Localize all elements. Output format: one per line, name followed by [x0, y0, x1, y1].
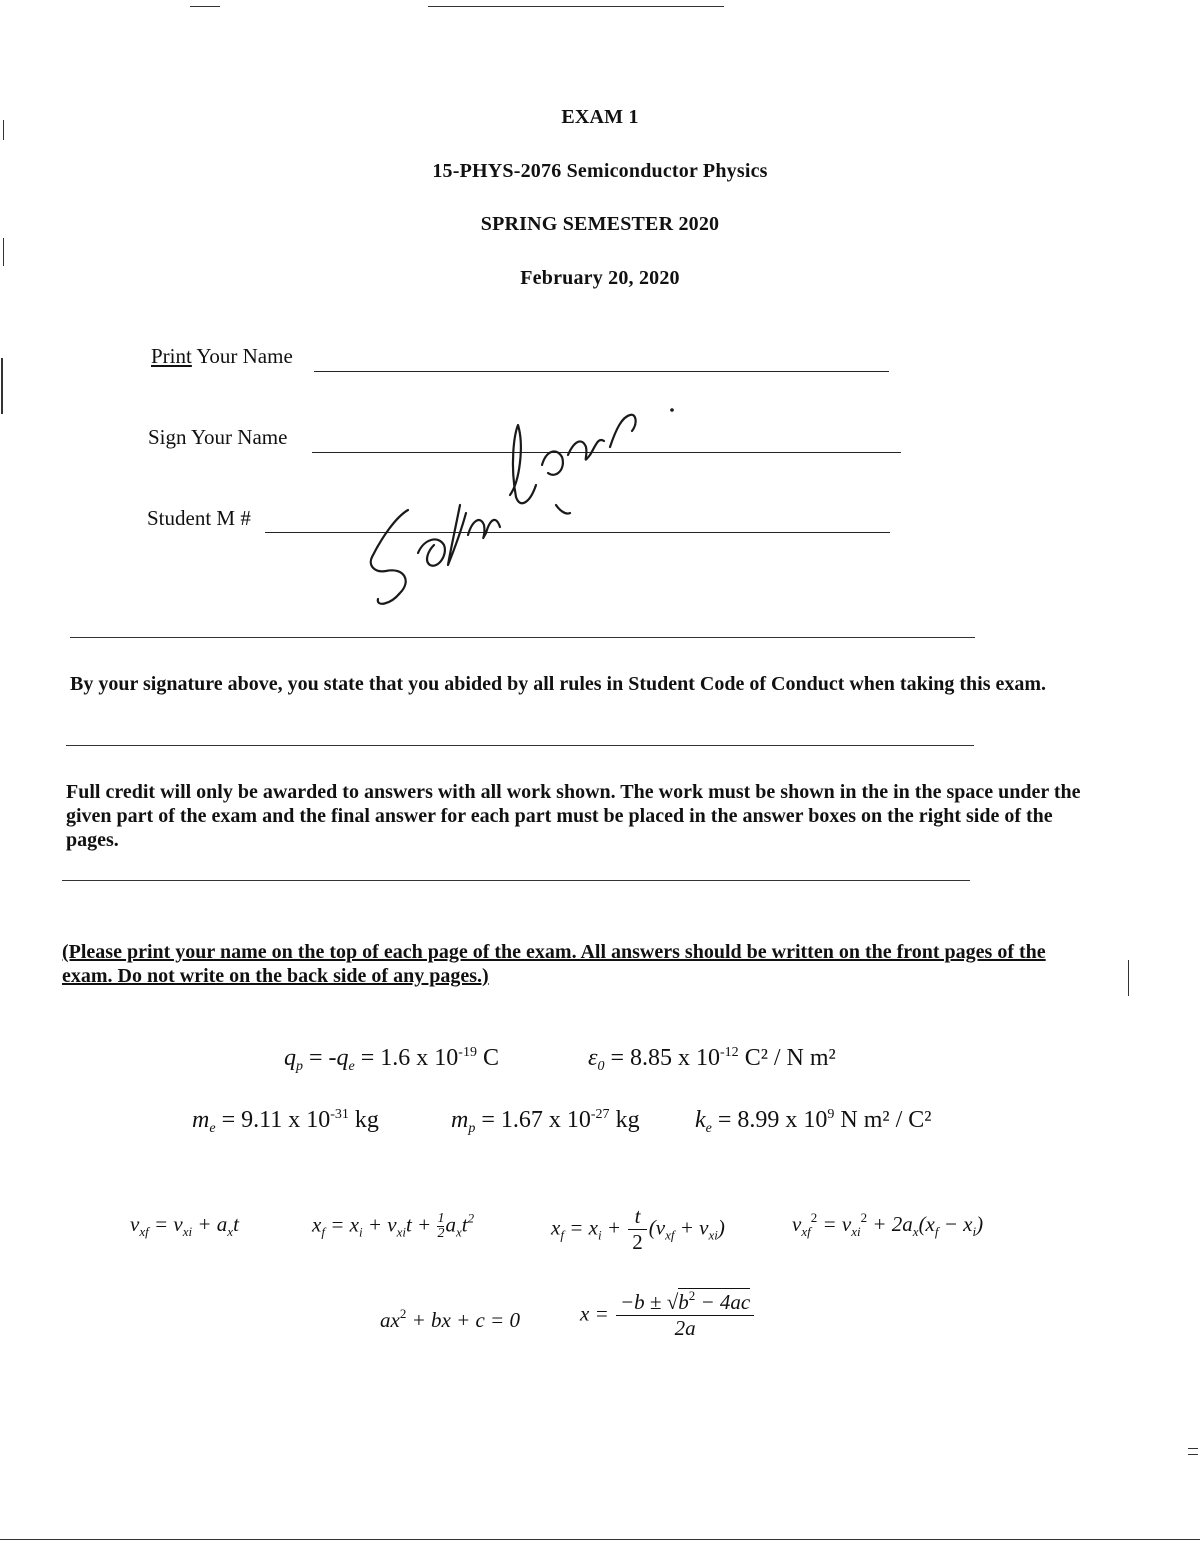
scan-artifact — [1, 358, 3, 414]
velocity-squared-equation: $v_{xf}^2 = v_{xi}^2 + 2a_x(x_f - x_i)$ — [792, 1210, 984, 1239]
semester: SPRING SEMESTER 2020 — [480, 213, 720, 235]
eps-value: = 8.85 x 10 — [604, 1045, 721, 1071]
sign-name-label: Sign Your Name — [148, 425, 288, 449]
scan-artifact — [428, 6, 724, 7]
coulomb-constant: $k_e = 8.99$ x $10^9$ N m² / C² — [695, 1107, 932, 1136]
eps-exp: -12 — [720, 1045, 739, 1060]
print-label-underlined: Print — [151, 344, 192, 368]
permittivity-constant: $\varepsilon_0 = 8.85$ x $10^{-12}$ C² / N m² — [588, 1045, 836, 1074]
average-velocity-equation: $x_f = x_i$ + $\frac{t}{2}$ $(v_{xf} + v_{xi})$ — [551, 1204, 725, 1254]
scan-artifact — [3, 120, 4, 140]
print-name-line[interactable] — [314, 371, 889, 372]
exam-date: February 20, 2020 — [520, 267, 680, 289]
handwritten-signature — [360, 385, 690, 615]
me-unit: kg — [348, 1107, 379, 1133]
credit-statement: Full credit will only be awarded to answers with all work shown. The work must be shown in the in the space under the given part of the exam and the final answer for each part must be placed in the answer boxes on the right side of the pages. — [66, 781, 1081, 851]
instructions: (Please print your name on the top of each page of the exam. All answers should be written on the front pages of the exam. Do not write on the back side of any pages.) — [62, 941, 1046, 987]
charge-eq: = - — [309, 1045, 337, 1071]
mp-exp: -27 — [590, 1107, 610, 1122]
electron-mass: $m_e = 9.11$ x $10^{-31}$ kg — [192, 1107, 379, 1136]
scan-bottom-edge — [0, 1539, 1200, 1540]
scan-artifact — [1188, 1448, 1198, 1449]
divider-1 — [70, 637, 975, 638]
print-label-rest: Your Name — [191, 344, 293, 368]
charge-exp: -19 — [458, 1045, 477, 1060]
me-exp: -31 — [330, 1107, 349, 1122]
scan-artifact — [1188, 1454, 1198, 1455]
me-value: = 9.11 x 10 — [215, 1107, 331, 1133]
mp-unit: kg — [609, 1107, 640, 1133]
signature-statement: By your signature above, you state that you abided by all rules in Student Code of Conduct when taking this exam. — [70, 673, 1047, 695]
ke-exp: 9 — [827, 1107, 835, 1122]
divider-2 — [66, 745, 974, 746]
velocity-equation: $v_{xf} = v_{xi} + a_xt$ — [130, 1212, 239, 1239]
quadratic-equation: $ax^2$ + bx + c = 0 — [380, 1306, 520, 1332]
exam-title: EXAM 1 — [561, 106, 639, 128]
course-title: 15-PHYS-2076 Semiconductor Physics — [432, 160, 768, 182]
charge-constant: $q_p = -q_e = 1.6$ x $10^{-19}$ C — [284, 1045, 499, 1074]
scan-artifact — [190, 6, 220, 7]
proton-mass: $m_p = 1.67$ x $10^{-27}$ kg — [451, 1107, 640, 1136]
mp-value: = 1.67 x 10 — [475, 1107, 591, 1133]
ke-value: = 8.99 x 10 — [711, 1107, 828, 1133]
divider-3 — [62, 880, 970, 881]
quadratic-formula: x = $\frac{-b \pm √b^2 - 4ac}{2a}$ — [580, 1290, 756, 1341]
charge-unit: C — [476, 1045, 499, 1071]
print-name-label — [151, 344, 293, 369]
ke-unit: N m² / C² — [834, 1107, 932, 1133]
scan-artifact — [3, 238, 4, 266]
eps-unit: C² / N m² — [738, 1045, 836, 1071]
student-id-label: Student M # — [147, 506, 251, 530]
scan-artifact — [1128, 960, 1129, 996]
charge-value: = 1.6 x 10 — [354, 1045, 459, 1071]
position-equation: $x_f = x_i + v_{xi}t$ + $\frac{1}{2}a_xt^2$ — [312, 1210, 475, 1241]
